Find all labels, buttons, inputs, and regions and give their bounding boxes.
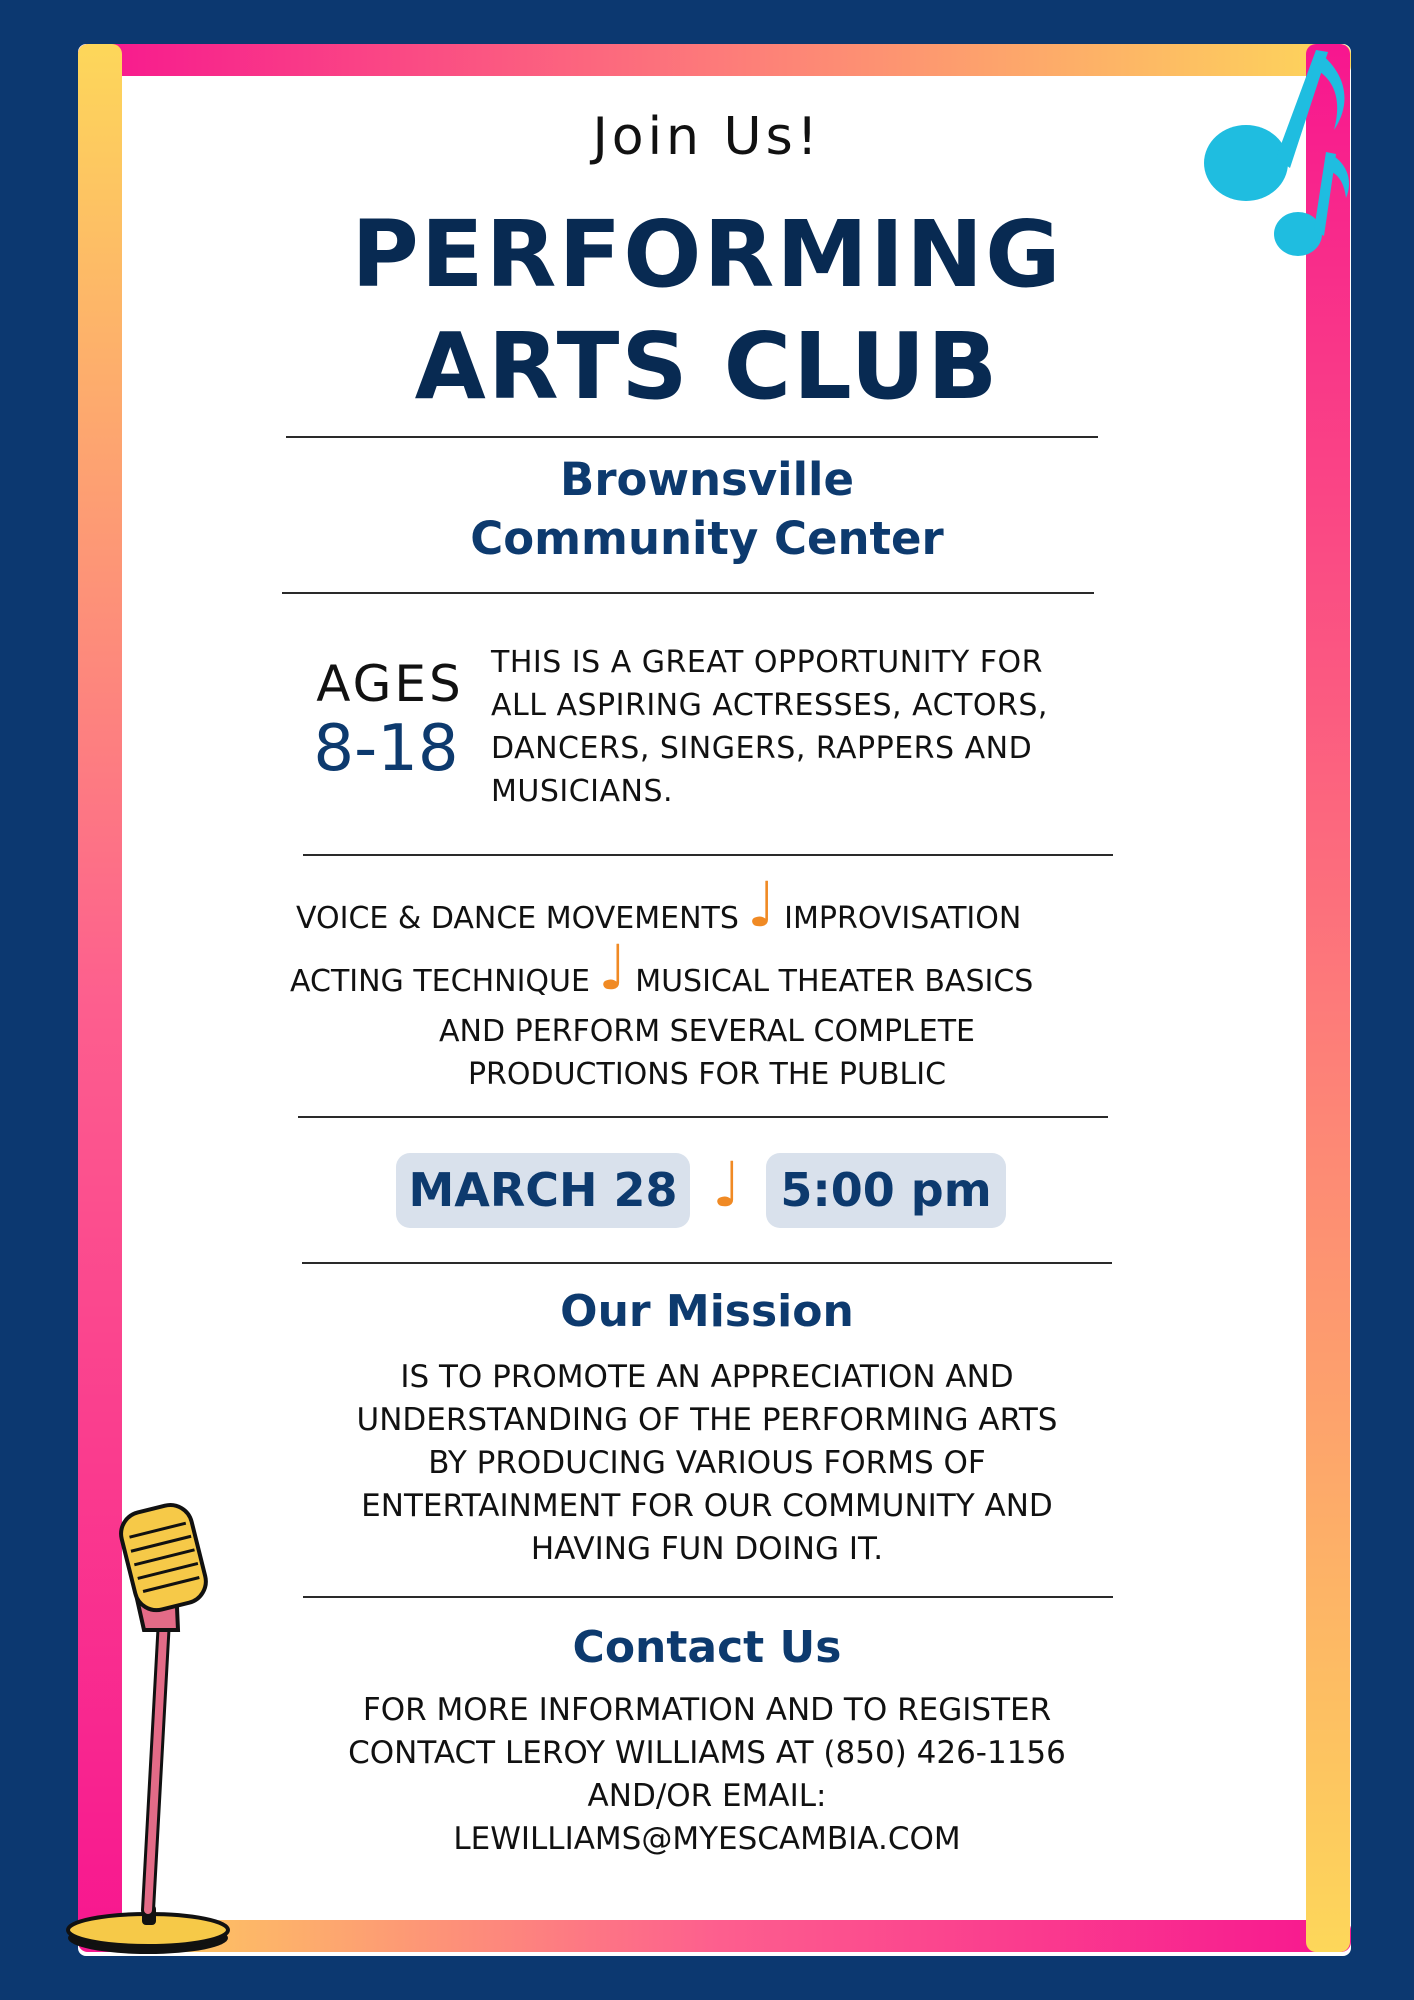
contact-line: FOR MORE INFORMATION AND TO REGISTER (362, 1692, 1052, 1728)
divider (303, 854, 1113, 856)
program-item: ACTING TECHNIQUE (290, 964, 590, 999)
divider (303, 1596, 1113, 1598)
divider (282, 592, 1094, 594)
mission-line: HAVING FUN DOING IT. (530, 1531, 884, 1567)
ages-label: AGES (316, 655, 464, 713)
music-note-icon: ♩ (712, 1148, 742, 1221)
intro-line: MUSICIANS. (491, 774, 674, 809)
mission-line: ENTERTAINMENT FOR OUR COMMUNITY AND (361, 1488, 1053, 1524)
intro-line: DANCERS, SINGERS, RAPPERS AND (491, 731, 1033, 766)
event-date-badge: MARCH 28 (396, 1153, 690, 1228)
mission-line: UNDERSTANDING OF THE PERFORMING ARTS (356, 1402, 1058, 1438)
title-line-1: PERFORMING (351, 201, 1063, 308)
contact-email[interactable]: LEWILLIAMS@MYESCAMBIA.COM (453, 1821, 961, 1857)
mission-line: BY PRODUCING VARIOUS FORMS OF (428, 1445, 986, 1481)
mission-line: IS TO PROMOTE AN APPRECIATION AND (400, 1359, 1014, 1395)
perform-line-1: AND PERFORM SEVERAL COMPLETE (439, 1014, 975, 1049)
vintage-microphone-icon (66, 1500, 236, 1960)
venue-line-1: Brownsville (560, 453, 854, 506)
intro-paragraph (491, 641, 1111, 813)
perform-line-2: PRODUCTIONS FOR THE PUBLIC (467, 1057, 947, 1092)
ages-range: 8-18 (313, 712, 459, 786)
eyebrow-text: Join Us! (592, 107, 822, 167)
program-item: IMPROVISATION (784, 901, 1022, 936)
mission-heading: Our Mission (560, 1286, 854, 1337)
intro-line: THIS IS A GREAT OPPORTUNITY FOR (491, 645, 1043, 680)
program-item: VOICE & DANCE MOVEMENTS (296, 901, 739, 936)
title-line-2: ARTS CLUB (414, 313, 1000, 420)
divider (302, 1262, 1112, 1264)
divider (286, 436, 1098, 438)
program-row-1 (296, 868, 1022, 941)
program-item: MUSICAL THEATER BASICS (635, 964, 1034, 999)
music-note-icon: ♩ (746, 868, 777, 941)
music-note-icon: ♩ (597, 931, 628, 1004)
venue-line-2: Community Center (470, 512, 944, 565)
program-row-2 (290, 931, 1034, 1004)
divider (298, 1116, 1108, 1118)
event-time-badge: 5:00 pm (766, 1153, 1006, 1228)
intro-line: ALL ASPIRING ACTRESSES, ACTORS, (491, 688, 1048, 723)
contact-heading: Contact Us (572, 1622, 842, 1673)
contact-line: AND/OR EMAIL: (587, 1778, 827, 1814)
contact-phone-line: CONTACT LEROY WILLIAMS AT (850) 426-1156 (348, 1735, 1066, 1771)
